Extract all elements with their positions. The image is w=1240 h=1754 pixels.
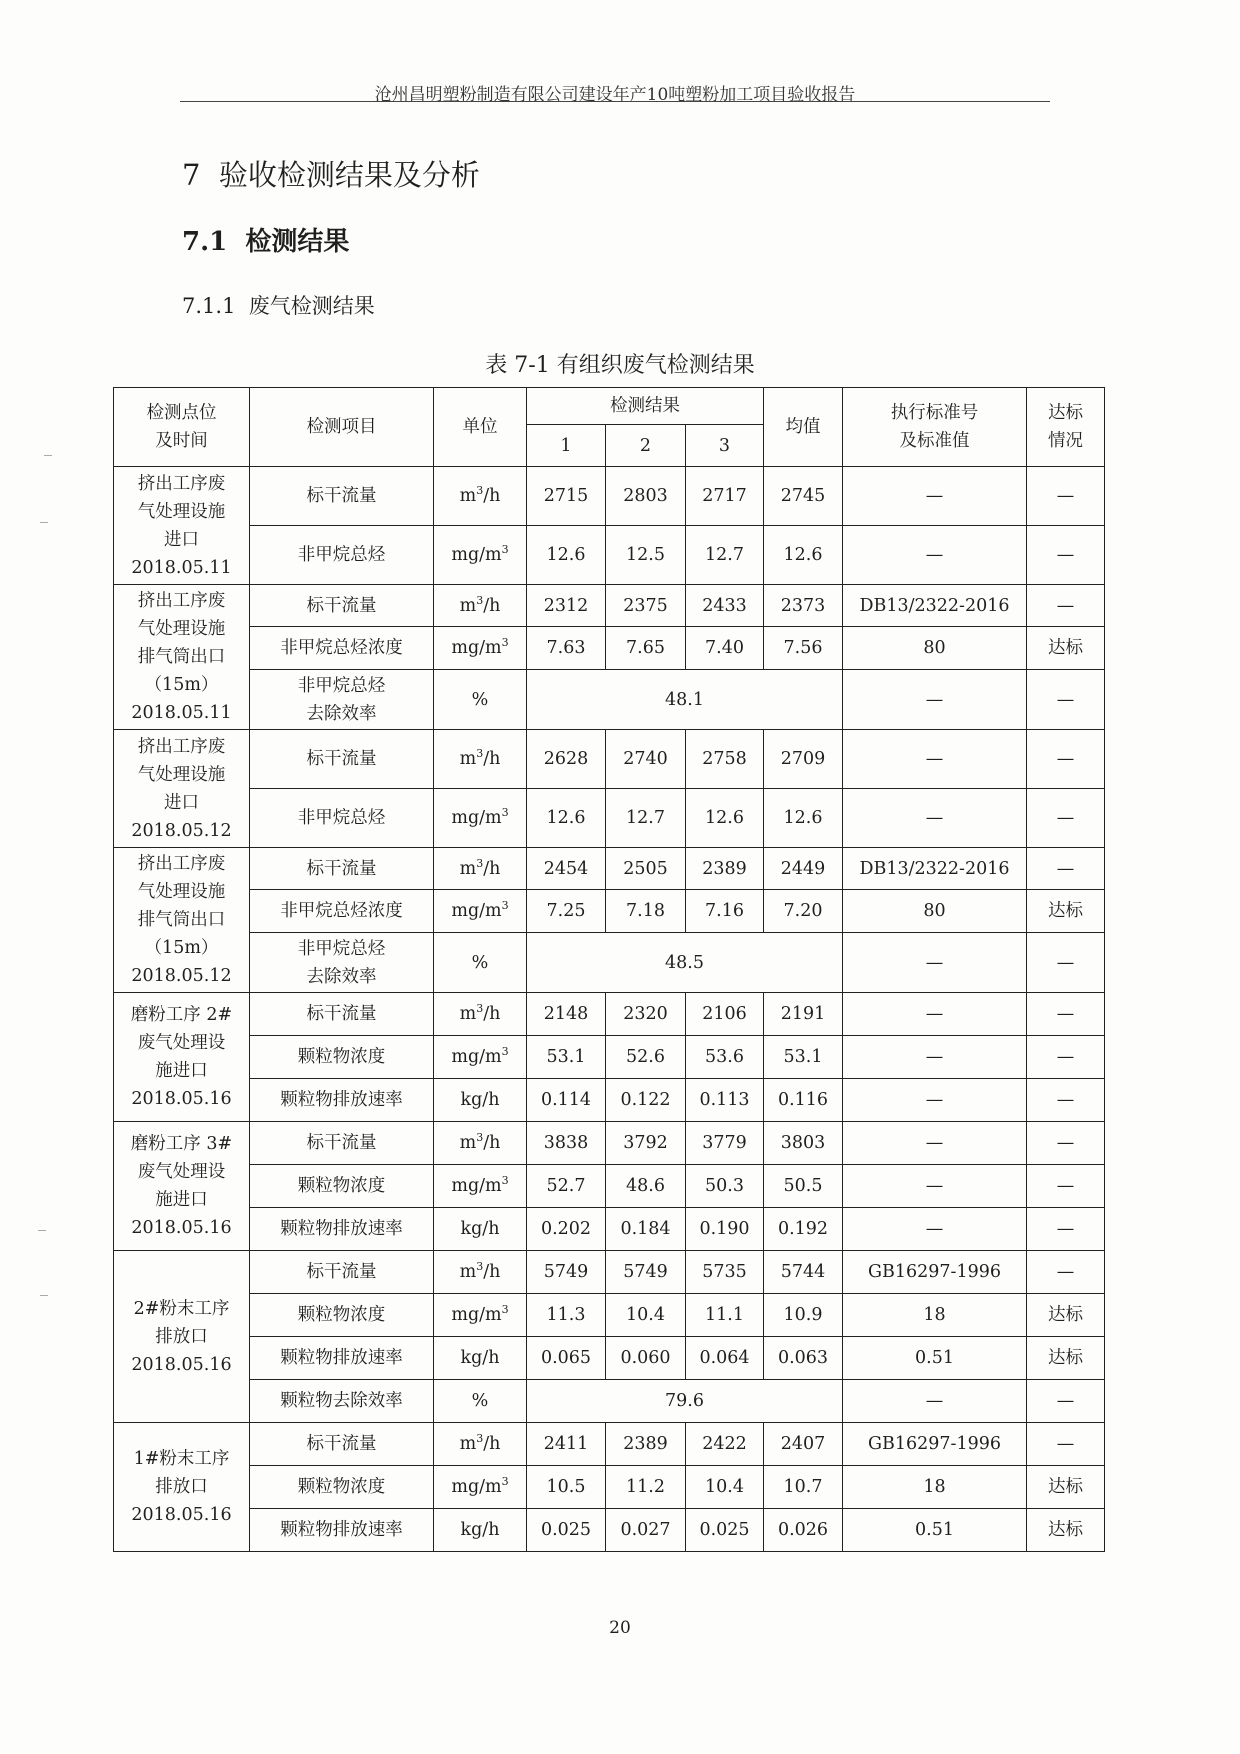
unit-cell: $m^3/h$ <box>434 585 527 627</box>
unit-cell: $m^3/h$ <box>434 1251 527 1294</box>
average-cell: 12.6 <box>764 789 843 848</box>
result-cell-3: 12.7 <box>686 526 764 585</box>
result-cell-3: 3779 <box>686 1122 764 1165</box>
unit-cell: $m^3/h$ <box>434 993 527 1036</box>
standard-cell: — <box>843 1079 1027 1122</box>
result-cell-1: 2148 <box>527 993 606 1036</box>
result-cell-1: 2454 <box>527 848 606 890</box>
table-row <box>114 1079 1105 1122</box>
average-cell: 0.026 <box>764 1509 843 1552</box>
result-cell-1: 11.3 <box>527 1294 606 1337</box>
scan-mark <box>40 1295 48 1296</box>
item-cell: 标干流量 <box>250 1251 434 1294</box>
table-row <box>114 1036 1105 1079</box>
table-row <box>114 789 1105 848</box>
average-cell: 7.56 <box>764 627 843 670</box>
unit-cell: $mg/m^3$ <box>434 1294 527 1337</box>
scan-mark <box>38 1230 46 1231</box>
result-cell-3: 0.190 <box>686 1208 764 1251</box>
item-cell: 非甲烷总烃 <box>250 789 434 848</box>
monitoring-point-cell: 磨粉工序 2# 废气处理设 施进口 2018.05.16 <box>114 993 250 1122</box>
standard-cell: — <box>843 933 1027 993</box>
result-cell-2: 2320 <box>606 993 686 1036</box>
standard-cell: GB16297-1996 <box>843 1251 1027 1294</box>
standard-cell: 18 <box>843 1294 1027 1337</box>
status-cell: 达标 <box>1027 1509 1105 1552</box>
standard-cell: — <box>843 1165 1027 1208</box>
item-cell: 颗粒物排放速率 <box>250 1509 434 1552</box>
result-cell-1: 0.065 <box>527 1337 606 1380</box>
standard-cell: — <box>843 467 1027 526</box>
item-cell: 颗粒物浓度 <box>250 1036 434 1079</box>
average-cell: 2373 <box>764 585 843 627</box>
header-cell-item: 检测项目 <box>250 388 434 467</box>
unit-cell: kg/h <box>434 1337 527 1380</box>
item-cell: 非甲烷总烃浓度 <box>250 890 434 933</box>
result-cell-2: 0.122 <box>606 1079 686 1122</box>
result-cell-1: 2411 <box>527 1423 606 1466</box>
item-cell: 标干流量 <box>250 848 434 890</box>
result-cell-3: 2717 <box>686 467 764 526</box>
average-cell: 0.116 <box>764 1079 843 1122</box>
standard-cell: 80 <box>843 890 1027 933</box>
item-cell: 标干流量 <box>250 467 434 526</box>
merged-result-cell: 79.6 <box>527 1380 843 1423</box>
result-cell-1: 12.6 <box>527 789 606 848</box>
result-cell-3: 10.4 <box>686 1466 764 1509</box>
average-cell: 53.1 <box>764 1036 843 1079</box>
item-cell: 标干流量 <box>250 1423 434 1466</box>
unit-cell: $mg/m^3$ <box>434 627 527 670</box>
result-cell-3: 50.3 <box>686 1165 764 1208</box>
average-cell: 0.063 <box>764 1337 843 1380</box>
unit-cell: $mg/m^3$ <box>434 526 527 585</box>
result-cell-3: 5735 <box>686 1251 764 1294</box>
status-cell: — <box>1027 933 1105 993</box>
table-row <box>114 848 1105 890</box>
average-cell: 10.9 <box>764 1294 843 1337</box>
table-row <box>114 1251 1105 1294</box>
item-cell: 颗粒物浓度 <box>250 1466 434 1509</box>
status-cell: — <box>1027 585 1105 627</box>
average-cell: 5744 <box>764 1251 843 1294</box>
standard-cell: — <box>843 1380 1027 1423</box>
table-row <box>114 627 1105 670</box>
status-cell: — <box>1027 1380 1105 1423</box>
result-cell-2: 2740 <box>606 730 686 789</box>
item-cell: 非甲烷总烃 <box>250 526 434 585</box>
status-cell: — <box>1027 526 1105 585</box>
status-cell: — <box>1027 1423 1105 1466</box>
average-cell: 12.6 <box>764 526 843 585</box>
result-cell-1: 10.5 <box>527 1466 606 1509</box>
header-cell-status: 达标 情况 <box>1027 388 1105 467</box>
item-cell: 颗粒物排放速率 <box>250 1208 434 1251</box>
status-cell: — <box>1027 1079 1105 1122</box>
result-cell-2: 2803 <box>606 467 686 526</box>
header-row <box>114 388 1105 425</box>
result-cell-1: 52.7 <box>527 1165 606 1208</box>
item-cell: 非甲烷总烃 去除效率 <box>250 933 434 993</box>
status-cell: — <box>1027 993 1105 1036</box>
average-cell: 7.20 <box>764 890 843 933</box>
subsubsection-title: 7.1.1 废气检测结果 <box>182 294 375 318</box>
result-cell-2: 5749 <box>606 1251 686 1294</box>
item-cell: 标干流量 <box>250 585 434 627</box>
unit-cell: % <box>434 670 527 730</box>
unit-cell: $mg/m^3$ <box>434 1466 527 1509</box>
table-row <box>114 585 1105 627</box>
unit-cell: $m^3/h$ <box>434 848 527 890</box>
standard-cell: GB16297-1996 <box>843 1423 1027 1466</box>
result-cell-2: 12.7 <box>606 789 686 848</box>
table-row <box>114 933 1105 993</box>
item-cell: 非甲烷总烃浓度 <box>250 627 434 670</box>
table-row <box>114 1165 1105 1208</box>
table-row <box>114 1208 1105 1251</box>
result-cell-3: 7.16 <box>686 890 764 933</box>
result-cell-3: 0.025 <box>686 1509 764 1552</box>
standard-cell: DB13/2322-2016 <box>843 848 1027 890</box>
item-cell: 标干流量 <box>250 993 434 1036</box>
average-cell: 2191 <box>764 993 843 1036</box>
standard-cell: — <box>843 789 1027 848</box>
monitoring-point-cell: 2#粉末工序 排放口 2018.05.16 <box>114 1251 250 1423</box>
header-cell-standard: 执行标准号 及标准值 <box>843 388 1027 467</box>
status-cell: — <box>1027 1122 1105 1165</box>
result-cell-3: 2106 <box>686 993 764 1036</box>
result-cell-2: 10.4 <box>606 1294 686 1337</box>
average-cell: 2745 <box>764 467 843 526</box>
status-cell: — <box>1027 1251 1105 1294</box>
result-cell-3: 7.40 <box>686 627 764 670</box>
result-cell-1: 7.63 <box>527 627 606 670</box>
standard-cell: 0.51 <box>843 1509 1027 1552</box>
page-header: 沧州昌明塑粉制造有限公司建设年产10吨塑粉加工项目验收报告 <box>374 85 856 105</box>
result-cell-3: 53.6 <box>686 1036 764 1079</box>
standard-cell: 80 <box>843 627 1027 670</box>
result-cell-3: 0.064 <box>686 1337 764 1380</box>
item-cell: 颗粒物排放速率 <box>250 1337 434 1380</box>
status-cell: — <box>1027 467 1105 526</box>
header-cell-run-1: 1 <box>527 425 606 467</box>
average-cell: 2407 <box>764 1423 843 1466</box>
header-cell-unit: 单位 <box>434 388 527 467</box>
standard-cell: 18 <box>843 1466 1027 1509</box>
monitoring-point-cell: 挤出工序废 气处理设施 进口 2018.05.12 <box>114 730 250 848</box>
header-divider <box>180 101 1050 102</box>
unit-cell: $m^3/h$ <box>434 730 527 789</box>
result-cell-2: 48.6 <box>606 1165 686 1208</box>
result-cell-2: 12.5 <box>606 526 686 585</box>
status-cell: — <box>1027 848 1105 890</box>
result-cell-1: 0.202 <box>527 1208 606 1251</box>
result-cell-2: 2375 <box>606 585 686 627</box>
scan-mark <box>44 455 52 456</box>
result-cell-3: 2758 <box>686 730 764 789</box>
header-cell-results: 检测结果 <box>527 388 764 425</box>
status-cell: — <box>1027 1036 1105 1079</box>
monitoring-point-cell: 挤出工序废 气处理设施 排气筒出口 （15m） 2018.05.12 <box>114 848 250 993</box>
result-cell-2: 7.65 <box>606 627 686 670</box>
standard-cell: DB13/2322-2016 <box>843 585 1027 627</box>
status-cell: — <box>1027 670 1105 730</box>
monitoring-point-cell: 1#粉末工序 排放口 2018.05.16 <box>114 1423 250 1552</box>
table-row <box>114 1380 1105 1423</box>
table-caption: 表 7-1 有组织废气检测结果 <box>485 353 755 378</box>
page-number: 20 <box>609 1618 631 1638</box>
result-cell-1: 0.114 <box>527 1079 606 1122</box>
header-cell-run-3: 3 <box>686 425 764 467</box>
result-cell-1: 7.25 <box>527 890 606 933</box>
average-cell: 3803 <box>764 1122 843 1165</box>
unit-cell: % <box>434 1380 527 1423</box>
monitoring-point-cell: 挤出工序废 气处理设施 排气筒出口 （15m） 2018.05.11 <box>114 585 250 730</box>
scan-mark <box>40 522 48 523</box>
result-cell-2: 2505 <box>606 848 686 890</box>
item-cell: 颗粒物浓度 <box>250 1294 434 1337</box>
result-cell-1: 12.6 <box>527 526 606 585</box>
average-cell: 10.7 <box>764 1466 843 1509</box>
standard-cell: — <box>843 1208 1027 1251</box>
unit-cell: % <box>434 933 527 993</box>
average-cell: 2449 <box>764 848 843 890</box>
status-cell: 达标 <box>1027 890 1105 933</box>
unit-cell: $m^3/h$ <box>434 1122 527 1165</box>
result-cell-3: 11.1 <box>686 1294 764 1337</box>
table-row <box>114 467 1105 526</box>
status-cell: — <box>1027 1165 1105 1208</box>
section-title: 7 验收检测结果及分析 <box>182 158 480 192</box>
status-cell: — <box>1027 730 1105 789</box>
result-cell-1: 53.1 <box>527 1036 606 1079</box>
table-row <box>114 1423 1105 1466</box>
unit-cell: kg/h <box>434 1509 527 1552</box>
header-cell-point: 检测点位 及时间 <box>114 388 250 467</box>
monitoring-point-cell: 挤出工序废 气处理设施 进口 2018.05.11 <box>114 467 250 585</box>
table-row <box>114 1337 1105 1380</box>
result-cell-1: 5749 <box>527 1251 606 1294</box>
item-cell: 颗粒物去除效率 <box>250 1380 434 1423</box>
standard-cell: — <box>843 1122 1027 1165</box>
unit-cell: kg/h <box>434 1208 527 1251</box>
header-cell-average: 均值 <box>764 388 843 467</box>
table-row <box>114 890 1105 933</box>
average-cell: 50.5 <box>764 1165 843 1208</box>
status-cell: 达标 <box>1027 1337 1105 1380</box>
standard-cell: 0.51 <box>843 1337 1027 1380</box>
unit-cell: $mg/m^3$ <box>434 890 527 933</box>
standard-cell: — <box>843 526 1027 585</box>
result-cell-3: 2389 <box>686 848 764 890</box>
result-cell-1: 2312 <box>527 585 606 627</box>
monitoring-point-cell: 磨粉工序 3# 废气处理设 施进口 2018.05.16 <box>114 1122 250 1251</box>
standard-cell: — <box>843 670 1027 730</box>
header-cell-run-2: 2 <box>606 425 686 467</box>
table-row <box>114 1509 1105 1552</box>
standard-cell: — <box>843 730 1027 789</box>
result-cell-3: 2433 <box>686 585 764 627</box>
result-cell-1: 2628 <box>527 730 606 789</box>
result-cell-1: 2715 <box>527 467 606 526</box>
result-cell-2: 0.027 <box>606 1509 686 1552</box>
unit-cell: $mg/m^3$ <box>434 1036 527 1079</box>
standard-cell: — <box>843 1036 1027 1079</box>
unit-cell: $mg/m^3$ <box>434 789 527 848</box>
table-row <box>114 730 1105 789</box>
average-cell: 0.192 <box>764 1208 843 1251</box>
emission-results-table <box>113 387 1105 1552</box>
item-cell: 标干流量 <box>250 1122 434 1165</box>
table-row <box>114 993 1105 1036</box>
result-cell-1: 0.025 <box>527 1509 606 1552</box>
status-cell: 达标 <box>1027 627 1105 670</box>
item-cell: 颗粒物浓度 <box>250 1165 434 1208</box>
status-cell: 达标 <box>1027 1466 1105 1509</box>
unit-cell: $m^3/h$ <box>434 467 527 526</box>
table-row <box>114 670 1105 730</box>
result-cell-2: 0.184 <box>606 1208 686 1251</box>
standard-cell: — <box>843 993 1027 1036</box>
status-cell: — <box>1027 1208 1105 1251</box>
result-cell-2: 11.2 <box>606 1466 686 1509</box>
table-row <box>114 1466 1105 1509</box>
status-cell: 达标 <box>1027 1294 1105 1337</box>
item-cell: 颗粒物排放速率 <box>250 1079 434 1122</box>
status-cell: — <box>1027 789 1105 848</box>
result-cell-3: 0.113 <box>686 1079 764 1122</box>
result-cell-3: 2422 <box>686 1423 764 1466</box>
subsection-title: 7.1 检测结果 <box>182 227 350 257</box>
unit-cell: kg/h <box>434 1079 527 1122</box>
merged-result-cell: 48.5 <box>527 933 843 993</box>
result-cell-2: 3792 <box>606 1122 686 1165</box>
unit-cell: $m^3/h$ <box>434 1423 527 1466</box>
result-cell-1: 3838 <box>527 1122 606 1165</box>
unit-cell: $mg/m^3$ <box>434 1165 527 1208</box>
table-row <box>114 1294 1105 1337</box>
result-cell-2: 2389 <box>606 1423 686 1466</box>
average-cell: 2709 <box>764 730 843 789</box>
item-cell: 标干流量 <box>250 730 434 789</box>
item-cell: 非甲烷总烃 去除效率 <box>250 670 434 730</box>
result-cell-2: 52.6 <box>606 1036 686 1079</box>
result-cell-2: 7.18 <box>606 890 686 933</box>
merged-result-cell: 48.1 <box>527 670 843 730</box>
result-cell-3: 12.6 <box>686 789 764 848</box>
table-row <box>114 526 1105 585</box>
table-row <box>114 1122 1105 1165</box>
result-cell-2: 0.060 <box>606 1337 686 1380</box>
